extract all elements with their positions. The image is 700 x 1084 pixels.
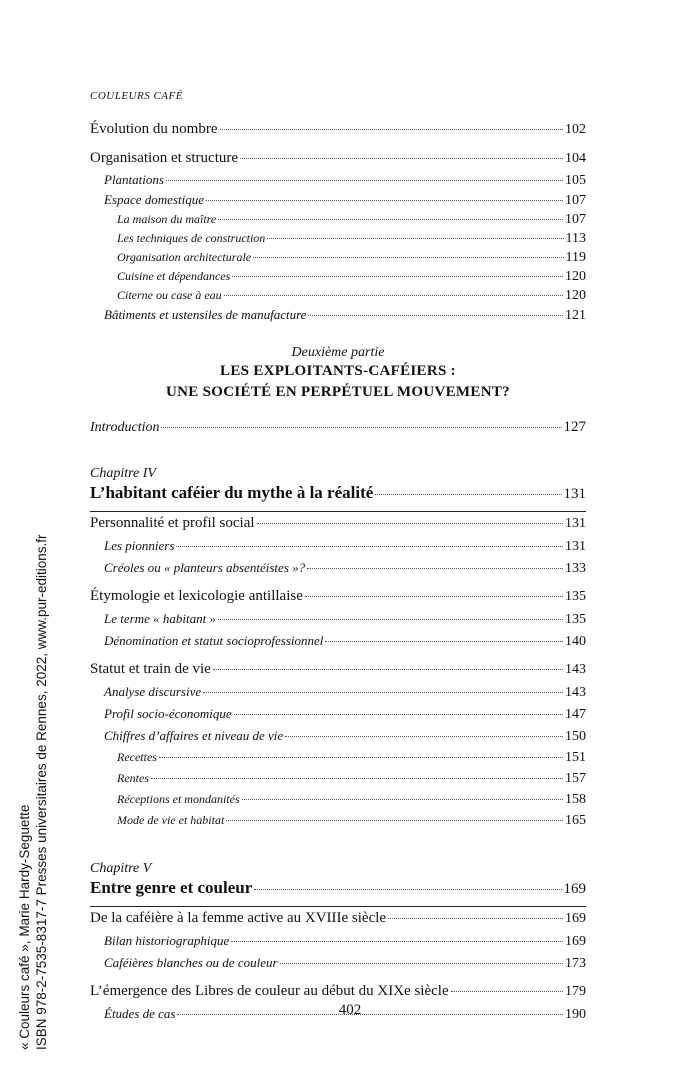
leader-dots — [375, 494, 561, 495]
toc-entry-page: 140 — [565, 634, 586, 649]
toc-entry — [90, 930, 586, 952]
toc-entry-title: Espace domestique — [104, 192, 205, 207]
leader-dots — [213, 669, 563, 670]
toc-entry — [90, 747, 586, 768]
toc-entry — [90, 229, 586, 248]
toc-entry-title: Réceptions et mondanités — [117, 792, 240, 806]
page-number: 402 — [338, 1002, 362, 1018]
toc-entry-title: Analyse discursive — [104, 684, 202, 699]
leader-dots — [451, 991, 563, 992]
side-note-line1: « Couleurs café », Marie Hardy-Seguette — [17, 804, 32, 1050]
toc-entry — [90, 248, 586, 267]
chapter-5-label: Chapitre V — [90, 861, 152, 876]
toc-entry-page: 190 — [565, 1007, 586, 1022]
toc-entry-title: Le terme « habitant » — [104, 611, 216, 626]
toc-entry-page: 131 — [565, 516, 586, 531]
toc-entry-title: Recettes — [117, 750, 157, 764]
toc-entry-page: 105 — [565, 173, 586, 188]
toc-entry — [90, 630, 586, 652]
leader-dots — [159, 757, 563, 758]
chapter-4-entries — [90, 512, 586, 831]
toc-entry-page: 127 — [563, 419, 586, 435]
leader-dots — [253, 257, 563, 258]
toc-entry — [90, 980, 586, 1003]
toc-entry — [90, 907, 586, 930]
toc-entry — [90, 267, 586, 286]
toc-entry-page: 102 — [565, 122, 586, 137]
toc-entry-page: 147 — [565, 707, 586, 722]
toc-entry-page: 119 — [565, 250, 586, 265]
toc-entry — [90, 585, 586, 608]
toc-entry — [90, 658, 586, 681]
toc-entry — [90, 768, 586, 789]
toc-entry-title: Dénomination et statut socioprofessionnel — [104, 633, 324, 648]
toc-entry-title: La maison du maître — [117, 212, 217, 226]
toc-entry-title: Étymologie et lexicologie antillaise — [90, 588, 303, 604]
toc-entry-title: Plantations — [104, 172, 164, 187]
toc-entry — [90, 810, 586, 831]
toc-entry — [90, 286, 586, 305]
leader-dots — [161, 427, 561, 428]
toc-entry-page: 150 — [565, 729, 586, 744]
toc-entry-introduction — [90, 419, 586, 436]
toc-entry-title: Évolution du nombre — [90, 121, 218, 137]
toc-entry-page: 104 — [565, 151, 586, 166]
toc-entry — [90, 118, 586, 141]
leader-dots — [307, 568, 563, 569]
toc-entry-page: 169 — [565, 934, 586, 949]
chapter-5-title-row — [90, 877, 586, 900]
toc-entry-page: 107 — [565, 212, 586, 227]
toc-entry-page: 169 — [565, 911, 586, 926]
leader-dots — [254, 889, 561, 890]
toc-entry-page: 133 — [565, 561, 586, 576]
chapter-4-title-row — [90, 482, 586, 505]
part-title-line1: LES EXPLOITANTS-CAFÉIERS : — [220, 363, 456, 379]
toc-entry-title: Les techniques de construction — [117, 231, 266, 245]
toc-entry-title: Organisation architecturale — [117, 250, 252, 264]
leader-dots — [388, 918, 563, 919]
toc-entry-title: Introduction — [90, 420, 160, 435]
toc-entry-title: Organisation et structure — [90, 150, 239, 166]
leader-dots — [203, 692, 563, 693]
toc-entry-title: Créoles ou « planteurs absentéistes »? — [104, 560, 306, 575]
toc-entry-page: 113 — [565, 231, 586, 246]
toc-entry — [90, 512, 586, 535]
toc-entry-title: Personnalité et profil social — [90, 515, 255, 531]
leader-dots — [232, 276, 563, 277]
toc-entry-page: 143 — [565, 685, 586, 700]
leader-dots — [308, 315, 563, 316]
leader-dots — [218, 219, 563, 220]
leader-dots — [305, 596, 563, 597]
leader-dots — [280, 963, 563, 964]
toc-part1-list — [90, 118, 586, 325]
leader-dots — [325, 641, 563, 642]
toc-entry-title: Mode de vie et habitat — [117, 813, 225, 827]
toc-entry-page: 143 — [565, 662, 586, 677]
toc-entry — [90, 170, 586, 190]
leader-dots — [285, 736, 563, 737]
toc-entry-title: Citerne ou case à eau — [117, 288, 222, 302]
toc-entry-page: 173 — [565, 956, 586, 971]
toc-entry-title: De la caféière à la femme active au XVIIIe siècle — [90, 910, 387, 926]
leader-dots — [226, 820, 563, 821]
toc-entry — [90, 703, 586, 725]
toc-entry — [90, 789, 586, 810]
toc-entry-title: Caféières blanches ou de couleur — [104, 955, 278, 970]
leader-dots — [224, 295, 563, 296]
toc-entry-page: 157 — [565, 771, 586, 786]
leader-dots — [166, 180, 563, 181]
toc-entry-title: Cuisine et dépendances — [117, 269, 231, 283]
toc-entry-page: 158 — [565, 792, 586, 807]
leader-dots — [151, 778, 563, 779]
table-of-contents — [90, 118, 586, 1025]
leader-dots — [257, 523, 563, 524]
toc-entry-page: 120 — [565, 269, 586, 284]
toc-entry — [90, 608, 586, 630]
leader-dots — [220, 129, 564, 130]
chapter-4-label: Chapitre IV — [90, 466, 156, 481]
toc-entry-page: 121 — [565, 308, 586, 323]
toc-entry — [90, 725, 586, 747]
toc-entry-title: Bâtiments et ustensiles de manufacture — [104, 307, 307, 322]
part-title-line2: UNE SOCIÉTÉ EN PERPÉTUEL MOUVEMENT? — [166, 384, 510, 400]
toc-entry — [90, 210, 586, 229]
toc-entry-page: 120 — [565, 288, 586, 303]
toc-entry-title: Statut et train de vie — [90, 661, 211, 677]
leader-dots — [240, 158, 563, 159]
chapter-5-title: Entre genre et couleur — [90, 878, 253, 897]
toc-entry — [90, 681, 586, 703]
toc-entry-page: 151 — [565, 750, 586, 765]
toc-entry-title: Études de cas — [104, 1006, 176, 1021]
toc-entry — [90, 147, 586, 170]
toc-entry-title: Profil socio-économique — [104, 706, 232, 721]
chapter-5-page: 169 — [563, 881, 586, 897]
toc-entry-title: Chiffres d’affaires et niveau de vie — [104, 728, 284, 743]
leader-dots — [218, 619, 563, 620]
chapter-4-page: 131 — [563, 486, 586, 502]
side-copyright-note — [16, 534, 50, 1050]
toc-entry-title: Bilan historiographique — [104, 933, 230, 948]
toc-entry — [90, 535, 586, 557]
toc-entry-page: 165 — [565, 813, 586, 828]
toc-entry-page: 179 — [565, 984, 586, 999]
leader-dots — [206, 200, 563, 201]
toc-entry-page: 135 — [565, 589, 586, 604]
leader-dots — [176, 546, 563, 547]
running-head: COULEURS CAFÉ — [90, 90, 183, 102]
toc-entry-page: 131 — [565, 539, 586, 554]
toc-entry — [90, 557, 586, 579]
toc-entry-page: 135 — [565, 612, 586, 627]
toc-entry — [90, 305, 586, 325]
toc-entry-page: 107 — [565, 193, 586, 208]
toc-entry-title: Les pionniers — [104, 538, 175, 553]
leader-dots — [242, 799, 563, 800]
side-note-line2: ISBN 978-2-7535-8317-7 Presses universitaires de Rennes, 2022, www.pur-editions.fr — [34, 534, 49, 1050]
toc-entry — [90, 190, 586, 210]
leader-dots — [267, 238, 563, 239]
chapter-4-title: L’habitant caféier du mythe à la réalité — [90, 483, 374, 502]
toc-entry-title: Rentes — [117, 771, 149, 785]
toc-entry-title: L’émergence des Libres de couleur au début du XIXe siècle — [90, 983, 449, 999]
part-label: Deuxième partie — [291, 345, 385, 360]
leader-dots — [231, 941, 563, 942]
leader-dots — [234, 714, 563, 715]
toc-entry — [90, 952, 586, 974]
